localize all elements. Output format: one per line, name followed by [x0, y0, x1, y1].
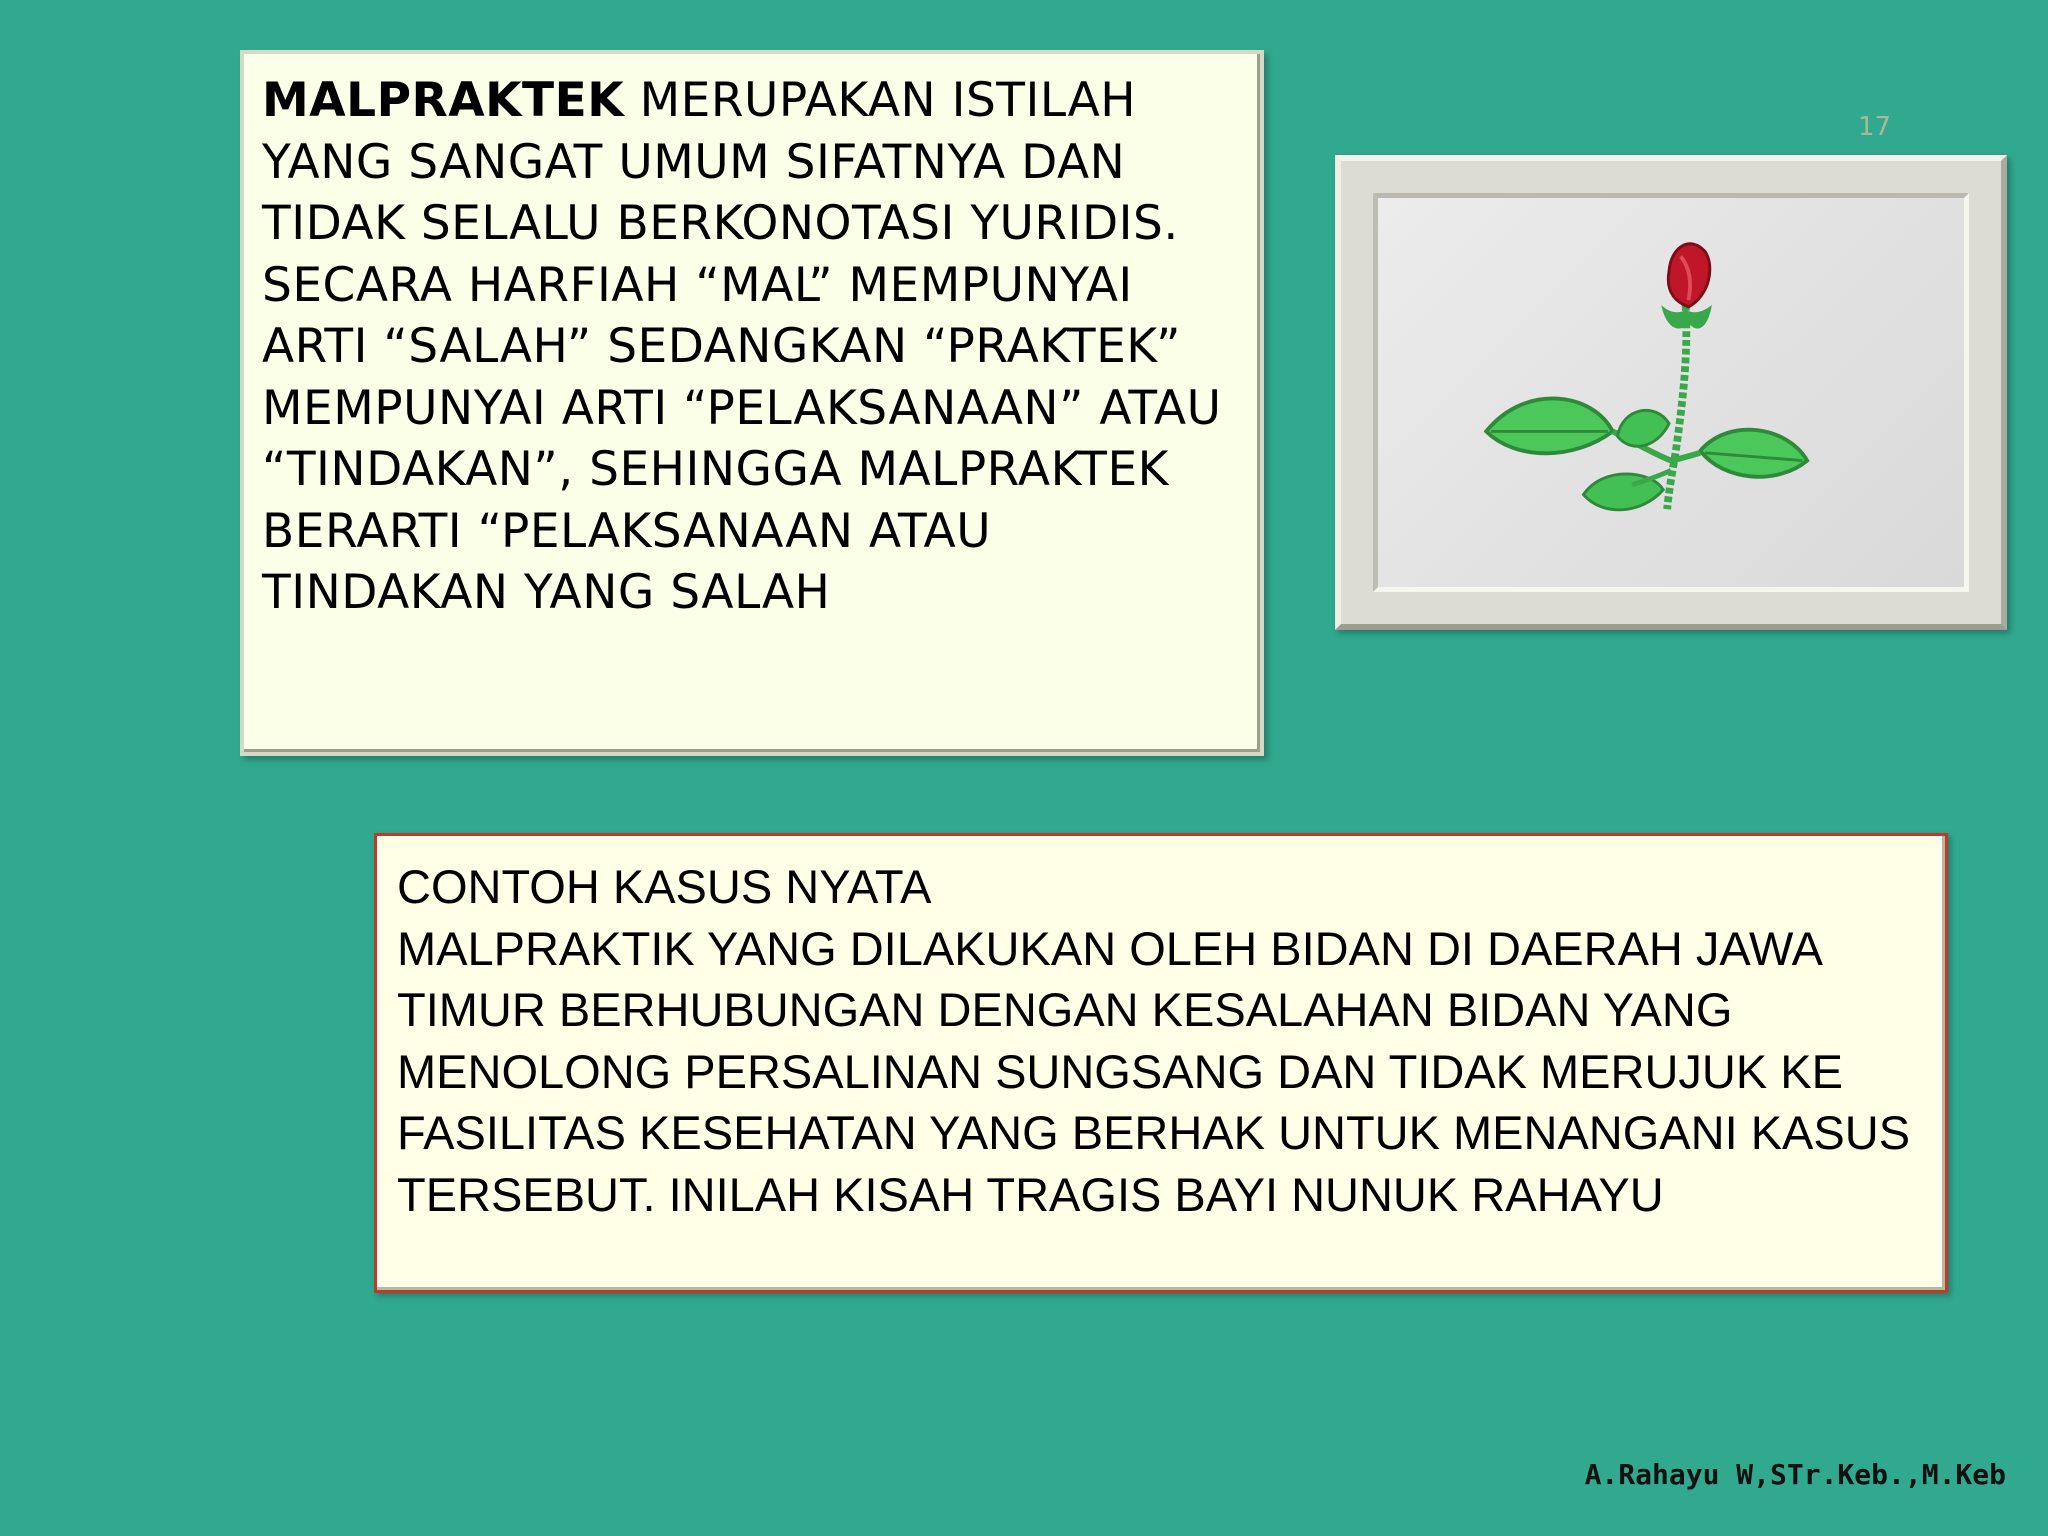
definition-text — [262, 70, 1244, 624]
rose-icon — [1378, 198, 1964, 587]
definition-body: MERUPAKAN ISTILAH YANG SANGAT UMUM SIFATNYA DAN TIDAK SELALU BERKONOTASI YURIDIS. SECARA HARFIAH “MAL” MEMPUNYAI ARTI “SALAH” SEDANGKAN “PRAKTEK” MEMPUNYAI ARTI “PELAKSANAAN” ATAU “TINDAKAN”, SEHINGGA MALPRAKTEK BERARTI “PELAKSANAAN ATAU TINDAKAN YANG SALAH — [262, 73, 1222, 620]
definition-term: MALPRAKTEK — [262, 73, 625, 128]
slide-number: 17 — [1858, 112, 1892, 142]
case-box — [374, 833, 1948, 1293]
picture-frame — [1335, 155, 2007, 630]
author-footer: A.Rahayu W,STr.Keb.,M.Keb — [1584, 1458, 2006, 1491]
case-body: MALPRAKTIK YANG DILAKUKAN OLEH BIDAN DI DAERAH JAWA TIMUR BERHUBUNGAN DENGAN KESALAHAN BIDAN YANG MENOLONG PERSALINAN SUNGSANG DAN TIDAK MERUJUK KE FASILITAS KESEHATAN YANG BERHAK UNTUK MENANGANI KASUS TERSEBUT. INILAH KISAH TRAGIS BAYI NUNUK RAHAYU — [397, 921, 1911, 1221]
picture-canvas — [1373, 193, 1969, 592]
definition-box — [240, 50, 1264, 756]
case-heading: CONTOH KASUS NYATA — [397, 860, 932, 913]
